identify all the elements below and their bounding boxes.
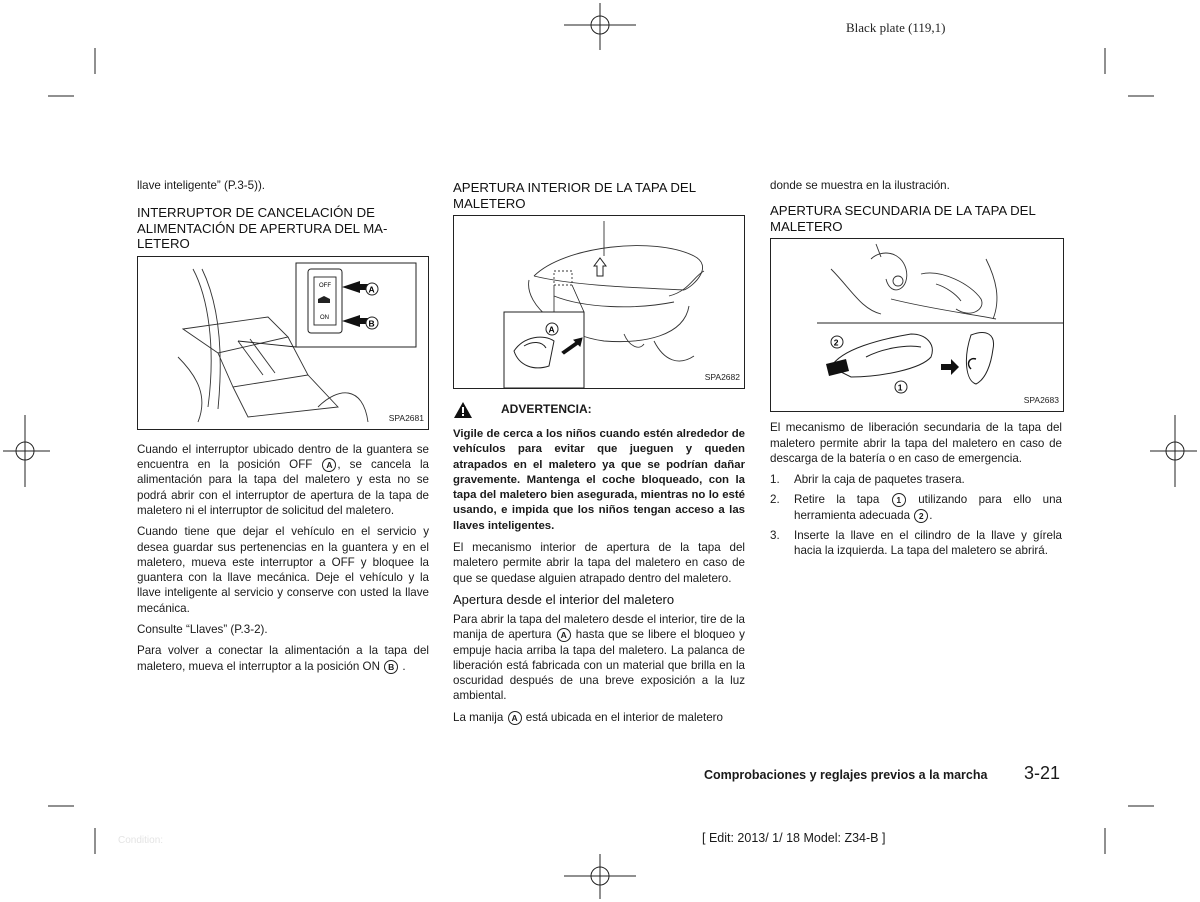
figure-glovebox-switch	[137, 256, 429, 430]
col1-paragraph-4: Para volver a conectar la alimentación a la tapa del maletero, mueva el interruptor a la posición ON B .	[137, 644, 429, 673]
condition-label: Condition:	[118, 835, 164, 846]
subheading-open-from-inside: Apertura desde el interior del maletero	[453, 591, 675, 607]
figure-code: SPA2683	[1023, 395, 1059, 405]
footer-section-title: Comprobaciones y reglajes previos a la marcha	[704, 768, 988, 782]
col2-paragraph-3: La manija A está ubicada en el interior de maletero	[453, 710, 723, 724]
col2-paragraph-2: Para abrir la tapa del maletero desde el interior, tire de la manija de apertura A hasta que se libere el bloqueo y empuje hacia arriba la tapa del maletero. La palanca de liberación está fabricada con un material que brilla en la oscuridad después de una breve exposición a la luz ambiental.	[453, 612, 745, 703]
col1-paragraph-3: Consulte “Llaves” (P.3-2).	[137, 623, 268, 637]
figure-code: SPA2681	[388, 412, 424, 423]
col1-paragraph-1: Cuando el interruptor ubicado dentro de la guantera se encuentra en la posición OFF A , se cancela la alimentación para la tapa del maletero y esta no se podrá abrir con el interruptor de apertura de la tapa de maletero ni el interruptor de solicitud del maletero.	[137, 442, 429, 517]
col1-intro: llave inteligente” (P.3-5)).	[137, 179, 266, 192]
marker-2-icon: 2	[914, 509, 928, 523]
off-label: OFF	[319, 282, 331, 289]
warning-triangle-icon	[453, 401, 473, 419]
on-label: ON	[320, 314, 329, 321]
glovebox-switch-illustration	[138, 257, 428, 429]
col2-paragraph-1: El mecanismo interior de apertura de la tapa del maletero permite abrir la tapa del maletero en caso de que se quedase alguien atrapado dentro del maletero.	[453, 541, 745, 585]
section-heading-secondary-trunk-release: APERTURA SECUNDARIA DE LA TAPA DEL MALETERO	[770, 203, 1036, 234]
figure-trunk-interior-release	[453, 215, 745, 389]
figure-code: SPA2682	[704, 371, 740, 382]
step-item: 2. Retire la tapa 1 utilizando para ello una herramienta adecuada 2 .	[770, 493, 1062, 522]
col3-paragraph-1: El mecanismo de liberación secundaria de la tapa del maletero permite abrir la tapa del maletero en caso de descarga de la batería o en caso de emergencia.	[770, 421, 1062, 465]
step-item: 1. Abrir la caja de paquetes trasera.	[770, 473, 965, 487]
black-plate-label: Black plate (119,1)	[846, 20, 946, 35]
col1-paragraph-2: Cuando tiene que dejar el vehículo en el servicio y desea guardar sus pertenencias en la guantera y en el maletero, mueva este interruptor a OFF y bloquee la guantera con la llave mecánica. Deje el vehículo y la llave inteligente al servicio y conserve con usted la llave mecánica.	[137, 525, 429, 615]
warning-body: Vigile de cerca a los niños cuando estén alrededor de vehículos para evitar que jueguen y queden atrapados en el maletero ya que se podrían dañar gravemente. Mantenga el coche bloqueado, con la tapa del maletero bien asegurada, mientras no lo esté usando, e impida que los niños tengan acceso a las llaves inteligentes.	[453, 428, 745, 532]
edit-info: [ Edit: 2013/ 1/ 18 Model: Z34-B ]	[702, 831, 886, 845]
marker-b-icon: B	[384, 660, 398, 674]
secondary-release-illustration	[771, 239, 1063, 411]
section-heading-interior-trunk-release: APERTURA INTERIOR DE LA TAPA DEL MALETERO	[453, 180, 696, 211]
marker-a: A	[548, 324, 555, 335]
marker-a-icon: A	[322, 458, 336, 472]
marker-a-icon: A	[557, 628, 571, 642]
marker-1-icon: 1	[892, 493, 906, 507]
steps-list	[770, 472, 1062, 558]
marker-a-icon: A	[508, 711, 522, 725]
marker-b: B	[368, 318, 375, 329]
col3-intro: donde se muestra en la ilustración.	[770, 179, 950, 192]
trunk-release-illustration	[454, 216, 744, 388]
warning-title: ADVERTENCIA:	[453, 401, 745, 419]
section-heading-power-cancel-switch: INTERRUPTOR DE CANCELACIÓN DE ALIMENTACIÓN DE APERTURA DEL MA- LETERO	[137, 205, 388, 252]
step-item: 3. Inserte la llave en el cilindro de la llave y gírela hacia la izquierda. La tapa del maletero se abrirá.	[770, 529, 1062, 558]
page-number: 3-21	[1024, 763, 1061, 783]
column-right	[770, 178, 1062, 564]
figure-secondary-release	[770, 238, 1064, 412]
marker-1: 1	[897, 382, 903, 393]
marker-a: A	[368, 284, 375, 295]
column-middle	[453, 180, 745, 731]
column-left	[137, 178, 429, 680]
marker-2: 2	[833, 337, 839, 348]
